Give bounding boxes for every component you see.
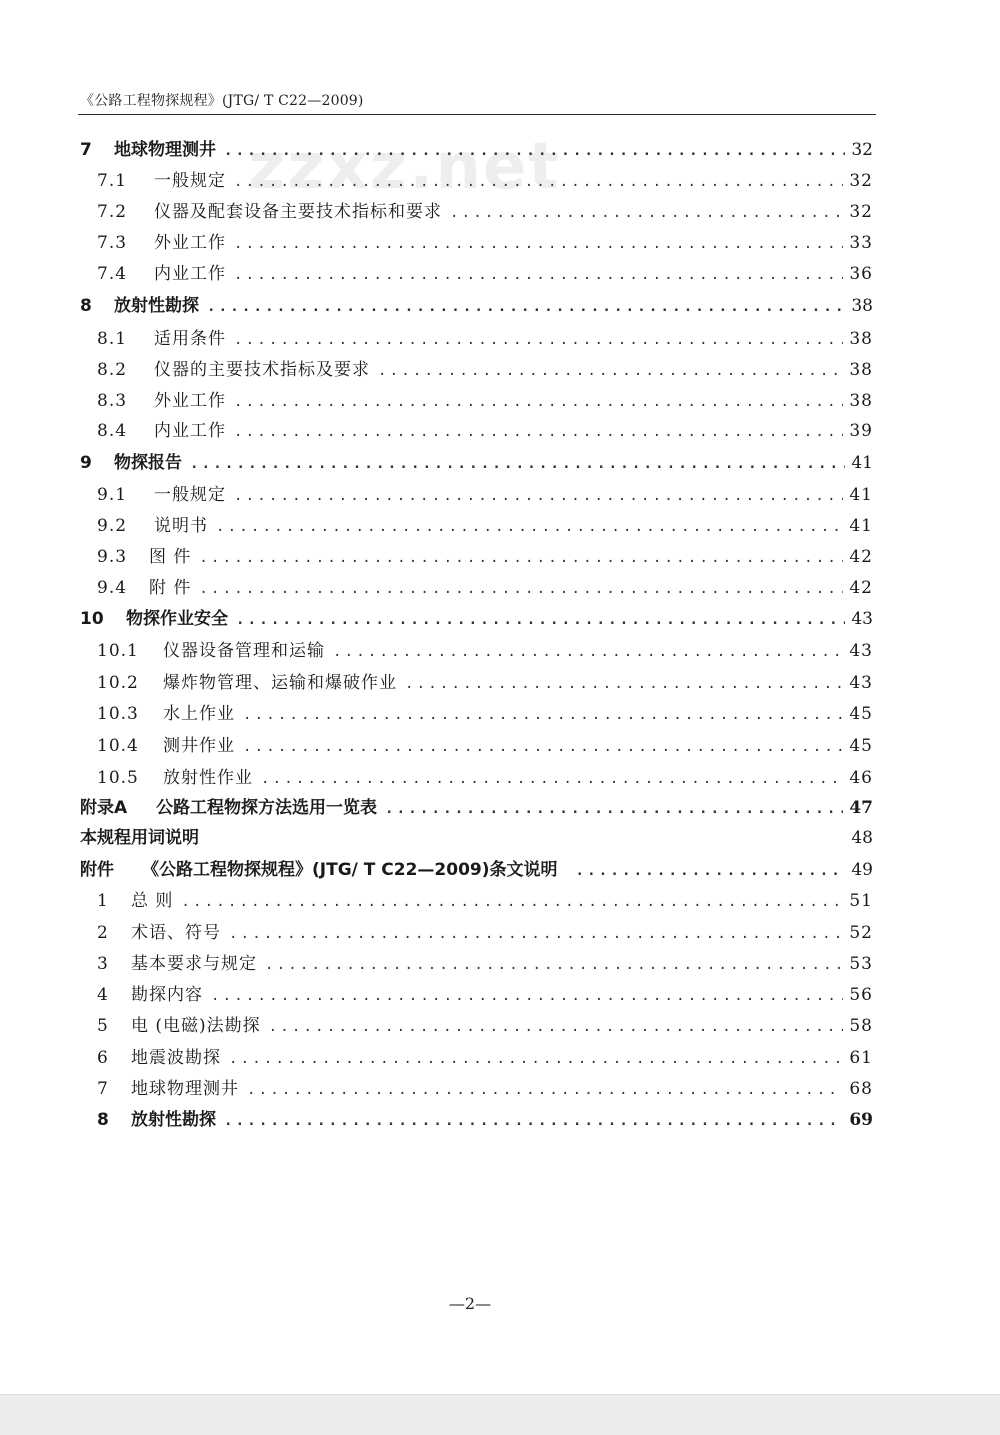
toc-page: 56 — [849, 985, 873, 1005]
toc-page: 32 — [851, 140, 873, 160]
toc-leader — [243, 702, 843, 728]
toc-number: 8 — [97, 1110, 109, 1130]
toc-row[interactable] — [97, 513, 873, 539]
toc-row[interactable] — [97, 765, 873, 791]
toc-page: 38 — [849, 329, 873, 349]
toc-row[interactable] — [97, 261, 873, 287]
toc-title: 术语、符号 — [131, 923, 221, 943]
toc-title: 仪器及配套设备主要技术指标和要求 — [154, 202, 442, 222]
viewer-bottom-bar — [0, 1394, 1000, 1435]
toc-title: 《公路工程物探规程》(JTG/ T C22—2009)条文说明 — [142, 860, 558, 880]
toc-row[interactable] — [80, 795, 873, 821]
toc-page: 38 — [849, 360, 873, 380]
toc-leader — [234, 169, 843, 195]
toc-page: 48 — [851, 828, 873, 848]
toc-row[interactable] — [80, 293, 873, 319]
toc-leader — [265, 952, 843, 978]
toc-title: 一般规定 — [154, 485, 226, 505]
toc-number: 7.1 — [97, 171, 128, 191]
toc-number: 9.2 — [97, 516, 128, 536]
toc-page: 42 — [849, 578, 873, 598]
toc-number: 10 — [80, 609, 104, 629]
toc-number: 7 — [80, 140, 92, 160]
toc-leader — [261, 766, 843, 792]
toc-number: 9.1 — [97, 485, 128, 505]
toc-page: 43 — [849, 641, 873, 661]
toc-page: 45 — [849, 704, 873, 724]
toc-title: 图 件 — [149, 547, 192, 567]
toc-page: 33 — [849, 233, 873, 253]
toc-leader — [181, 889, 843, 915]
toc-title: 说明书 — [154, 516, 208, 536]
toc-page: 36 — [849, 264, 873, 284]
toc-leader — [199, 545, 843, 571]
toc-number: 8.1 — [97, 329, 128, 349]
toc-row[interactable] — [80, 450, 873, 476]
toc-page: 41 — [851, 453, 873, 473]
toc-row[interactable] — [80, 857, 873, 883]
toc-leader — [269, 1014, 844, 1040]
toc-page: 38 — [849, 391, 873, 411]
toc-row[interactable] — [97, 1076, 873, 1102]
toc-row[interactable] — [97, 701, 873, 727]
toc-page: 53 — [849, 954, 873, 974]
toc-row[interactable] — [80, 825, 873, 851]
toc-title: 内业工作 — [154, 264, 226, 284]
toc-leader — [378, 358, 843, 384]
toc-number: 10.2 — [97, 673, 139, 693]
toc-title: 本规程用词说明 — [80, 828, 199, 848]
toc-row[interactable] — [97, 168, 873, 194]
toc-page: 43 — [851, 609, 873, 629]
toc-row[interactable] — [97, 733, 873, 759]
toc-title: 水上作业 — [163, 704, 235, 724]
toc-row[interactable] — [97, 418, 873, 444]
toc-leader — [199, 576, 843, 602]
toc-leader — [207, 294, 845, 320]
toc-number: 10.4 — [97, 736, 139, 756]
toc-row[interactable] — [97, 230, 873, 256]
toc-page: 41 — [849, 485, 873, 505]
toc-title: 测井作业 — [163, 736, 235, 756]
toc-row[interactable] — [97, 388, 873, 414]
toc-row[interactable] — [97, 920, 873, 946]
toc-title: 勘探内容 — [131, 985, 203, 1005]
toc-row[interactable] — [97, 1045, 873, 1071]
toc-page: 32 — [849, 171, 873, 191]
toc-page: 51 — [849, 891, 873, 911]
toc-row[interactable] — [97, 575, 873, 601]
toc-leader — [211, 983, 843, 1009]
toc-number: 4 — [97, 985, 109, 1005]
toc-row[interactable] — [97, 670, 873, 696]
toc-title: 爆炸物管理、运输和爆破作业 — [163, 673, 397, 693]
toc-row[interactable] — [97, 544, 873, 570]
toc-title: 附 件 — [149, 578, 192, 598]
toc-row[interactable] — [97, 982, 873, 1008]
toc-number: 7.2 — [97, 202, 128, 222]
toc-title: 公路工程物探方法选用一览表 — [156, 798, 377, 818]
toc-title: 电 (电磁)法勘探 — [131, 1016, 261, 1036]
toc-number: 6 — [97, 1048, 109, 1068]
toc-number: 8 — [80, 296, 92, 316]
toc-leader — [224, 138, 845, 164]
toc-leader — [234, 262, 843, 288]
toc-title: 地球物理测井 — [114, 140, 216, 160]
toc-number: 9.4 — [97, 578, 128, 598]
toc-title: 内业工作 — [154, 421, 226, 441]
toc-leader — [243, 734, 843, 760]
toc-row[interactable] — [97, 357, 873, 383]
toc-number: 1 — [97, 891, 109, 911]
toc-number: 9 — [80, 453, 92, 473]
toc-page: 43 — [849, 673, 873, 693]
toc-number: 2 — [97, 923, 109, 943]
toc-page: 46 — [849, 768, 873, 788]
toc-page: 49 — [851, 860, 873, 880]
toc-title: 适用条件 — [154, 329, 226, 349]
toc-number: 9.3 — [97, 547, 128, 567]
toc-leader — [576, 858, 845, 884]
toc-title: 地球物理测井 — [131, 1079, 239, 1099]
toc-title: 仪器设备管理和运输 — [163, 641, 325, 661]
toc-leader — [234, 231, 843, 257]
toc-page: 69 — [849, 1110, 873, 1130]
toc-number: 10.5 — [97, 768, 139, 788]
toc-row[interactable] — [97, 326, 873, 352]
toc-leader — [405, 671, 843, 697]
toc-number: 7.3 — [97, 233, 128, 253]
toc-number: 8.3 — [97, 391, 128, 411]
toc-leader — [333, 639, 843, 665]
toc-page: 47 — [849, 798, 873, 818]
toc-page: 38 — [851, 296, 873, 316]
toc-row[interactable] — [97, 1107, 873, 1133]
toc-leader — [234, 483, 843, 509]
toc-leader — [216, 514, 843, 540]
toc-leader — [234, 419, 843, 445]
toc-row[interactable] — [97, 951, 873, 977]
toc-number: 3 — [97, 954, 109, 974]
toc-leader — [385, 796, 843, 822]
toc-page: 42 — [849, 547, 873, 567]
toc-leader — [190, 451, 845, 477]
toc-page: 58 — [849, 1016, 873, 1036]
toc-title: 物探作业安全 — [126, 609, 228, 629]
toc-leader — [229, 921, 843, 947]
toc-row[interactable] — [97, 482, 873, 508]
toc-page: 45 — [849, 736, 873, 756]
page-number: —2— — [448, 1294, 492, 1313]
toc-leader — [236, 607, 845, 633]
toc-title: 外业工作 — [154, 391, 226, 411]
toc-row[interactable] — [97, 1013, 873, 1039]
toc-title: 地震波勘探 — [131, 1048, 221, 1068]
toc-number: 附录A — [80, 798, 128, 818]
toc-title: 放射性作业 — [163, 768, 253, 788]
toc-row[interactable] — [80, 606, 873, 632]
toc-leader — [229, 1046, 843, 1072]
toc-number: 8.4 — [97, 421, 128, 441]
toc-page: 32 — [849, 202, 873, 222]
toc-row[interactable] — [80, 137, 873, 163]
toc-number: 10.3 — [97, 704, 139, 724]
toc-title: 放射性勘探 — [131, 1110, 216, 1130]
toc-leader — [234, 389, 843, 415]
toc-number: 8.2 — [97, 360, 128, 380]
toc-leader — [224, 1108, 843, 1134]
toc-row[interactable] — [97, 888, 873, 914]
toc-leader — [450, 200, 843, 226]
toc-number: 附件 — [80, 860, 114, 880]
toc-page: 39 — [849, 421, 873, 441]
toc-page: 61 — [849, 1048, 873, 1068]
toc-page: 52 — [849, 923, 873, 943]
toc-title: 仪器的主要技术指标及要求 — [154, 360, 370, 380]
toc-row[interactable] — [97, 199, 873, 225]
toc-title: 外业工作 — [154, 233, 226, 253]
toc-title: 放射性勘探 — [114, 296, 199, 316]
toc-title: 一般规定 — [154, 171, 226, 191]
toc-leader — [234, 327, 843, 353]
running-header: 《公路工程物探规程》(JTG/ T C22—2009) — [80, 93, 364, 109]
watermark: zzxz.net — [248, 130, 561, 204]
toc-page: 68 — [849, 1079, 873, 1099]
toc-title: 总 则 — [131, 891, 174, 911]
toc-number: 7.4 — [97, 264, 128, 284]
toc-page: 41 — [849, 516, 873, 536]
toc-number: 7 — [97, 1079, 109, 1099]
toc-title: 基本要求与规定 — [131, 954, 257, 974]
toc-number: 5 — [97, 1016, 109, 1036]
toc-title: 物探报告 — [114, 453, 182, 473]
toc-row[interactable] — [97, 638, 873, 664]
toc-leader — [247, 1077, 843, 1103]
toc-number: 10.1 — [97, 641, 139, 661]
